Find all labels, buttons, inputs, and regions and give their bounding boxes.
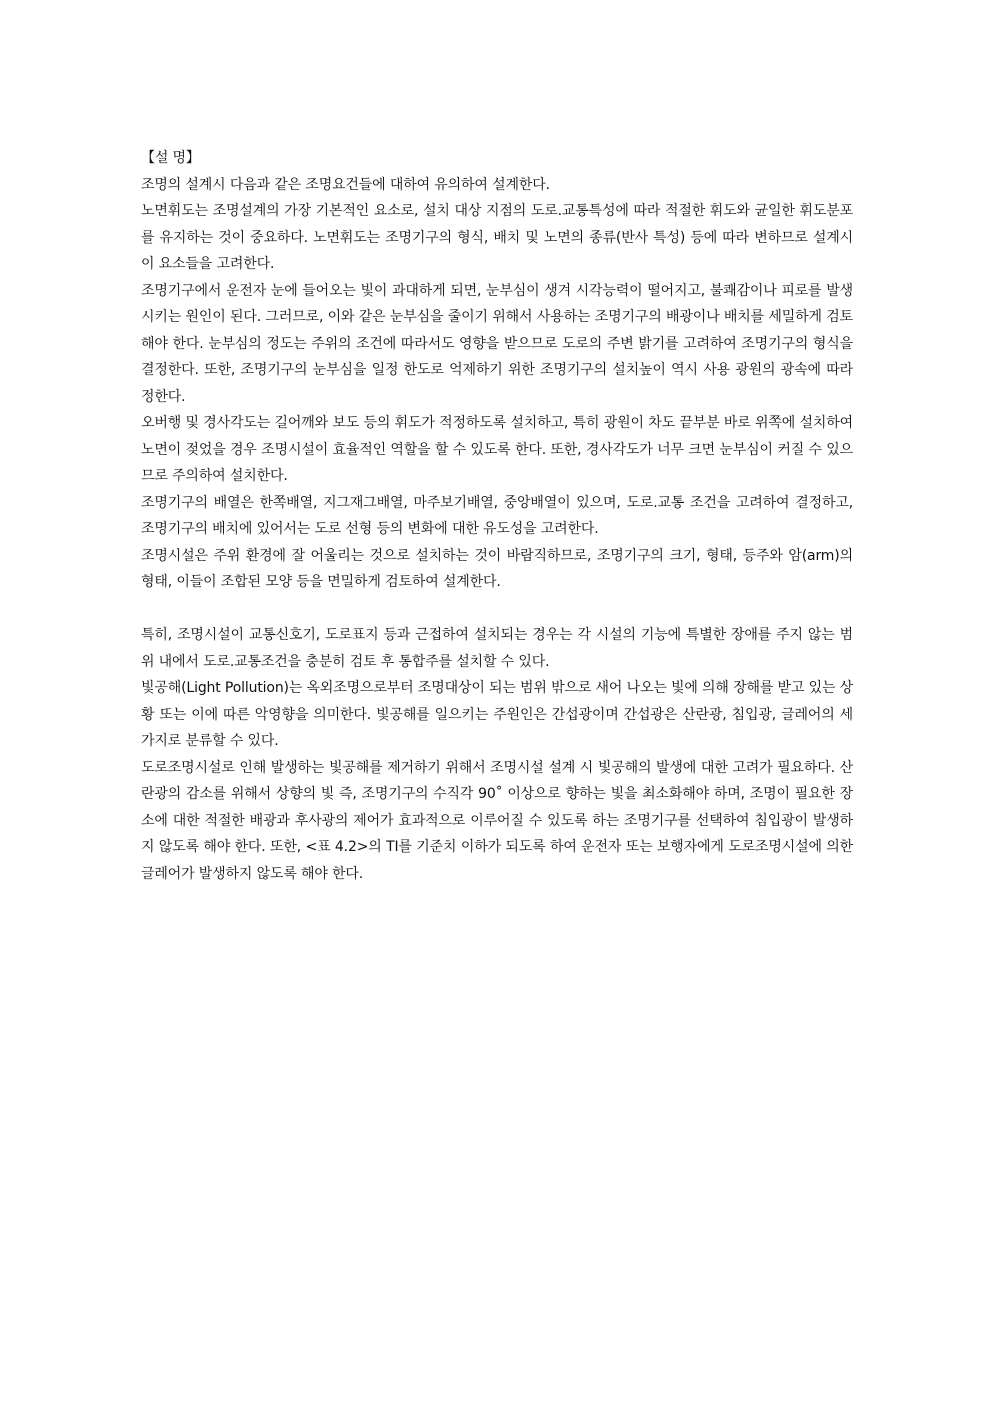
paragraph: 조명시설은 주위 환경에 잘 어울리는 것으로 설치하는 것이 바람직하므로, 조명기구의 크기, 형태, 등주와 암(arm)의 형태, 이들이 조합된 모양 등을 면밀하게 검토하여 설계한다. [141, 547, 853, 590]
section-heading: 【설 명】 [141, 150, 200, 166]
paragraph: 빛공해(Light Pollution)는 옥외조명으로부터 조명대상이 되는 범위 밖으로 새어 나오는 빛에 의해 장해를 받고 있는 상황 또는 이에 따른 악영향을 의미한다. 빛공해를 일으키는 주원인은 간섭광이며 간섭광은 산란광, 침입광, 글레어의 세 가지로 분류할 수 있다. [141, 680, 853, 749]
paragraph: 특히, 조명시설이 교통신호기, 도로표지 등과 근접하여 설치되는 경우는 각 시설의 기능에 특별한 장애를 주지 않는 범위 내에서 도로.교통조건을 충분히 검토 후 통합주를 설치할 수 있다. [141, 627, 853, 670]
paragraph: 노면휘도는 조명설계의 가장 기본적인 요소로, 설치 대상 지점의 도로.교통특성에 따라 적절한 휘도와 균일한 휘도분포를 유지하는 것이 중요하다. 노면휘도는 조명기구의 형식, 배치 및 노면의 종류(반사 특성) 등에 따라 변하므로 설계시 이 요소들을 고려한다. [141, 203, 853, 272]
paragraph-gap [141, 596, 853, 623]
document-body [141, 145, 853, 887]
paragraph: 조명기구에서 운전자 눈에 들어오는 빛이 과대하게 되면, 눈부심이 생겨 시각능력이 떨어지고, 불쾌감이나 피로를 발생시키는 원인이 된다. 그러므로, 이와 같은 눈부심을 줄이기 위해서 사용하는 조명기구의 배광이나 배치를 세밀하게 검토해야 한다. 눈부심의 정도는 주위의 조건에 따라서도 영향을 받으므로 도로의 주변 밝기를 고려하여 조명기구의 형식을 결정한다. 또한, 조명기구의 눈부심을 일정 한도로 억제하기 위한 조명기구의 설치높이 역시 사용 광원의 광속에 따라 정한다. [141, 282, 853, 405]
paragraph: 도로조명시설로 인해 발생하는 빛공해를 제거하기 위해서 조명시설 설계 시 빛공해의 발생에 대한 고려가 필요하다. 산란광의 감소를 위해서 상향의 빛 즉, 조명기구의 수직각 90˚ 이상으로 향하는 빛을 최소화해야 하며, 조명이 필요한 장소에 대한 적절한 배광과 후사광의 제어가 효과적으로 이루어질 수 있도록 하는 조명기구를 선택하여 침입광이 발생하지 않도록 해야 한다. 또한, <표 4.2>의 TI를 기준치 이하가 되도록 하여 운전자 또는 보행자에게 도로조명시설에 의한 글레어가 발생하지 않도록 해야 한다. [141, 759, 853, 882]
paragraph: 오버행 및 경사각도는 길어깨와 보도 등의 휘도가 적정하도록 설치하고, 특히 광원이 차도 끝부분 바로 위쪽에 설치하여 노면이 젖었을 경우 조명시설이 효율적인 역할을 할 수 있도록 한다. 또한, 경사각도가 너무 크면 눈부심이 커질 수 있으므로 주의하여 설치한다. [141, 415, 853, 484]
paragraph: 조명기구의 배열은 한쪽배열, 지그재그배열, 마주보기배열, 중앙배열이 있으며, 도로.교통 조건을 고려하여 결정하고, 조명기구의 배치에 있어서는 도로 선형 등의 변화에 대한 유도성을 고려한다. [141, 494, 853, 537]
paragraph: 조명의 설계시 다음과 같은 조명요건들에 대하여 유의하여 설계한다. [141, 176, 550, 193]
